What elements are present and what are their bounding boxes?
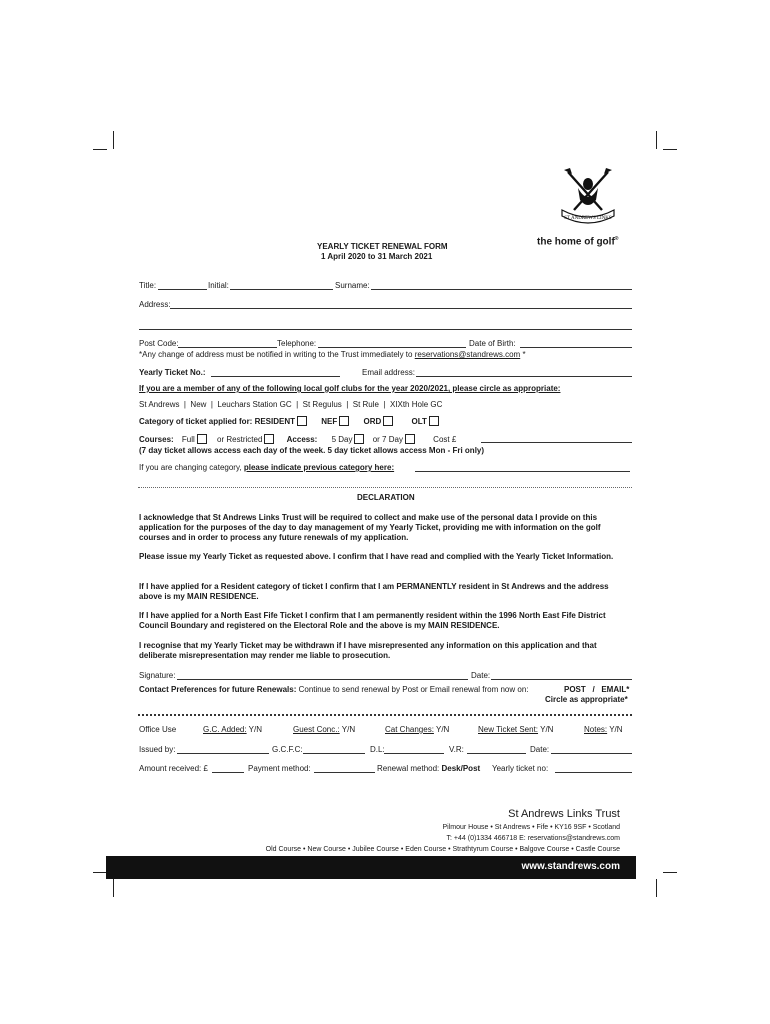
- gcfc-label: G.C.F.C:: [272, 745, 303, 754]
- category-label: Category of ticket applied for: RESIDENT: [139, 417, 296, 426]
- contact-options[interactable]: POST / EMAIL*: [564, 685, 630, 694]
- vr-label: V.R:: [449, 745, 464, 754]
- telephone-field[interactable]: [318, 347, 466, 348]
- amount-field[interactable]: [212, 772, 244, 773]
- footer-address: Pilmour House • St Andrews • Fife • KY16 9SF • Scotland: [442, 824, 620, 831]
- crop-mark: [663, 872, 677, 873]
- crop-mark: [93, 149, 107, 150]
- surname-field[interactable]: [371, 289, 632, 290]
- postcode-label: Post Code:: [139, 339, 179, 348]
- restricted-label: or Restricted: [217, 435, 263, 444]
- ord-checkbox[interactable]: [383, 416, 393, 426]
- yearly-no-field[interactable]: [555, 772, 632, 773]
- postcode-field[interactable]: [178, 347, 277, 348]
- cost-label: Cost £: [433, 435, 457, 444]
- olt-label: OLT: [411, 417, 427, 426]
- crop-mark: [93, 872, 107, 873]
- clubs-heading: If you are a member of any of the following local golf clubs for the year 2020/2021, please circle as appropriate:: [139, 384, 561, 393]
- courses-label: Courses:: [139, 435, 174, 444]
- footer-bar: [106, 856, 636, 879]
- declaration-p5: I recognise that my Yearly Ticket may be withdrawn if I have misrepresented any information on this application and that deliberate misrepresentation may render me liable to prosecution.: [139, 641, 597, 660]
- address-field[interactable]: [170, 308, 632, 309]
- courses-row: [139, 434, 456, 445]
- dl-label: D.L:: [370, 745, 385, 754]
- olt-checkbox[interactable]: [429, 416, 439, 426]
- gcfc-field[interactable]: [303, 753, 365, 754]
- full-checkbox[interactable]: [197, 434, 207, 444]
- new-ticket-sent: New Ticket Sent: Y/N: [478, 725, 554, 734]
- cat-changes: Cat Changes: Y/N: [385, 725, 450, 734]
- divider: [138, 487, 632, 488]
- declaration-p3: If I have applied for a Resident category of ticket I confirm that I am PERMANENTLY resident in St Andrews and the address above is my MAIN RESIDENCE.: [139, 582, 609, 601]
- telephone-label: Telephone:: [277, 339, 317, 348]
- signature-label: Signature:: [139, 671, 176, 680]
- signature-field[interactable]: [177, 679, 468, 680]
- ticket-no-label: Yearly Ticket No.:: [139, 368, 206, 377]
- form-period: 1 April 2020 to 31 March 2021: [321, 252, 433, 261]
- 7day-checkbox[interactable]: [405, 434, 415, 444]
- ticket-no-field[interactable]: [211, 376, 340, 377]
- st-andrews-logo: [556, 166, 620, 228]
- footer-courses: Old Course • New Course • Jubilee Course • Eden Course • Strathtyrum Course • Balgove Course • Castle Course: [265, 846, 620, 853]
- crop-mark: [663, 149, 677, 150]
- clubs-list[interactable]: St Andrews | New | Leuchars Station GC | St Regulus | St Rule | XIXth Hole GC: [139, 400, 443, 409]
- resident-checkbox[interactable]: [297, 416, 307, 426]
- email-label: Email address:: [362, 368, 415, 377]
- contact-circle-note: Circle as appropriate*: [545, 695, 628, 704]
- courses-note: (7 day ticket allows access each day of the week. 5 day ticket allows access Mon - Fri only): [139, 446, 485, 455]
- footer-org: St Andrews Links Trust: [508, 808, 620, 820]
- nef-label: NEF: [321, 417, 338, 426]
- guest-conc: Guest Conc.: Y/N: [293, 725, 356, 734]
- renewal-method: Renewal method: Desk/Post: [377, 764, 481, 773]
- nef-checkbox[interactable]: [339, 416, 349, 426]
- contact-row: Contact Preferences for future Renewals: Continue to send renewal by Post or Email renewal from now on:: [139, 685, 529, 694]
- surname-label: Surname:: [335, 281, 370, 290]
- office-use-label: Office Use: [139, 725, 177, 734]
- yearly-no-label: Yearly ticket no:: [492, 764, 549, 773]
- form-title: YEARLY TICKET RENEWAL FORM: [317, 242, 448, 251]
- payment-label: Payment method:: [248, 764, 311, 773]
- 7day-label: or 7 Day: [372, 435, 403, 444]
- email-field[interactable]: [416, 376, 632, 377]
- crop-mark: [113, 131, 114, 149]
- address-note: *Any change of address must be notified in writing to the Trust immediately to reservations@standrews.com *: [139, 350, 526, 359]
- declaration-p1: I acknowledge that St Andrews Links Trust will be required to collect and make use of the personal data I provide on this application for the purposes of the day to day management of my Yearly Ticket, providing me with information on the golf courses and in order to process any future renewals of my application.: [139, 513, 601, 542]
- footer-contact: T: +44 (0)1334 466718 E: reservations@standrews.com: [446, 835, 620, 842]
- 5day-label: 5 Day: [331, 435, 353, 444]
- footer-url[interactable]: www.standrews.com: [521, 861, 620, 872]
- title-label: Title:: [139, 281, 157, 290]
- amount-label: Amount received: £: [139, 764, 208, 773]
- payment-field[interactable]: [314, 772, 375, 773]
- dotted-divider: [138, 714, 632, 716]
- dob-field[interactable]: [520, 347, 632, 348]
- cost-field[interactable]: [481, 442, 632, 443]
- declaration-p2: Please issue my Yearly Ticket as requested above. I confirm that I have read and complied with the Yearly Ticket Information.: [139, 552, 614, 561]
- gc-added: G.C. Added: Y/N: [203, 725, 263, 734]
- title-field[interactable]: [158, 289, 207, 290]
- category-row: [139, 416, 439, 427]
- initial-field[interactable]: [230, 289, 333, 290]
- initial-label: Initial:: [208, 281, 229, 290]
- 5day-checkbox[interactable]: [354, 434, 364, 444]
- address-field-line2[interactable]: [139, 329, 632, 330]
- date-label: Date:: [471, 671, 491, 680]
- declaration-p4: If I have applied for a North East Fife Ticket I confirm that I am permanently resident within the 1996 North East Fife District Council Boundary and registered on the Electoral Role and the above is my MAIN RESIDENCE.: [139, 611, 606, 630]
- change-category-row: If you are changing category, please indicate previous category here:: [139, 463, 395, 472]
- previous-category-field[interactable]: [415, 471, 630, 472]
- reservations-email-link[interactable]: reservations@standrews.com: [414, 350, 521, 359]
- access-label: Access:: [286, 435, 318, 444]
- restricted-checkbox[interactable]: [264, 434, 274, 444]
- dob-label: Date of Birth:: [469, 339, 516, 348]
- issued-by-field[interactable]: [177, 753, 269, 754]
- logo-tagline: the home of golf®: [537, 236, 619, 248]
- ord-label: ORD: [363, 417, 382, 426]
- vr-field[interactable]: [467, 753, 526, 754]
- full-label: Full: [181, 435, 195, 444]
- svg-text:ST ANDREWS LINKS: ST ANDREWS LINKS: [564, 216, 612, 221]
- issued-by-label: Issued by:: [139, 745, 176, 754]
- crop-mark: [656, 131, 657, 149]
- crop-mark: [113, 879, 114, 897]
- office-date-label: Date:: [530, 745, 550, 754]
- crop-mark: [656, 879, 657, 897]
- dl-field[interactable]: [384, 753, 444, 754]
- date-field[interactable]: [491, 679, 632, 680]
- address-label: Address:: [139, 300, 171, 309]
- office-date-field[interactable]: [551, 753, 632, 754]
- declaration-heading: DECLARATION: [357, 493, 415, 502]
- notes: Notes: Y/N: [584, 725, 623, 734]
